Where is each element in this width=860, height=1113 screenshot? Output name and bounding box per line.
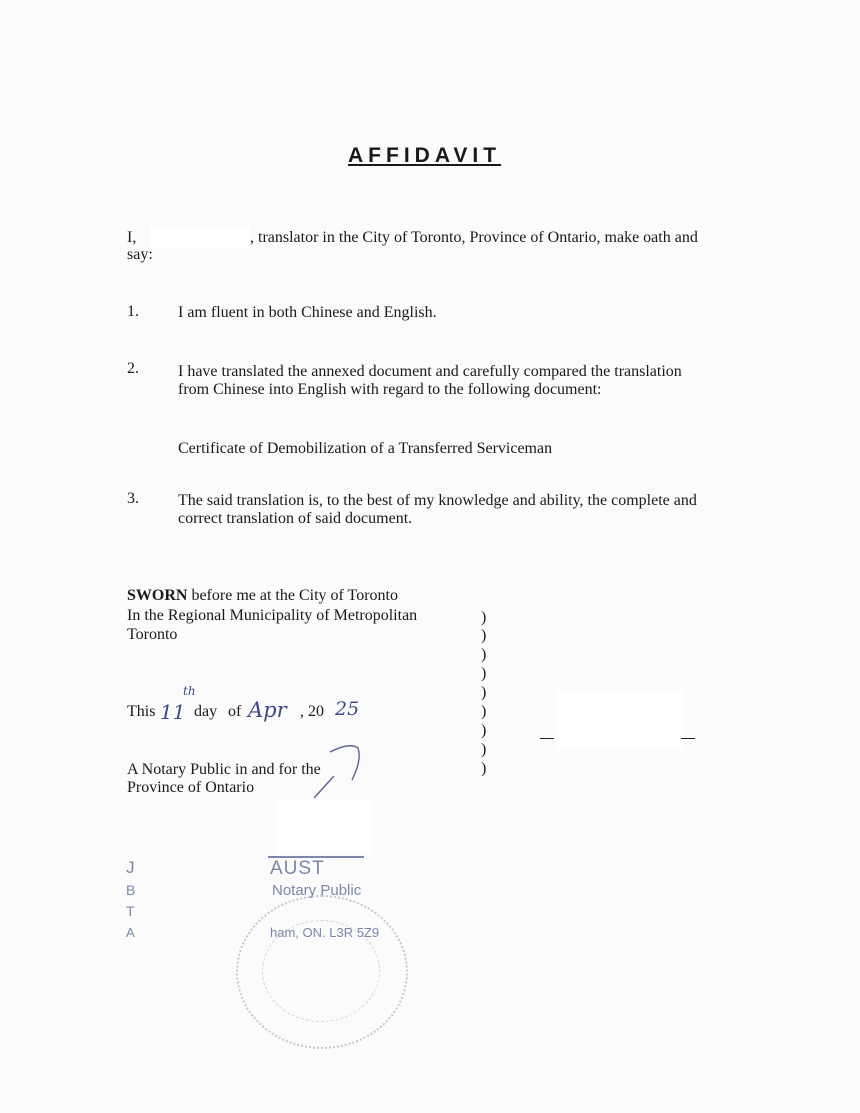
redacted-name	[150, 226, 250, 248]
jurat-line-2: In the Regional Municipality of Metropolitan	[127, 607, 418, 624]
signature-line-left	[540, 738, 554, 739]
item-number: 3.	[127, 490, 139, 507]
sworn-line	[127, 587, 398, 605]
bracket: )	[481, 665, 487, 682]
handwritten-day: 11	[160, 700, 186, 724]
item-text: I am fluent in both Chinese and English.	[178, 304, 437, 321]
document-name: Certificate of Demobilization of a Transferred Serviceman	[178, 440, 553, 457]
jurat-line-3: Toronto	[127, 626, 178, 643]
handwritten-day-suffix: th	[183, 684, 196, 698]
sworn-keyword: SWORN	[127, 587, 188, 604]
bracket: )	[481, 703, 487, 720]
sworn-text: before me at the City of Toronto	[187, 587, 398, 604]
stamp-address-fragment: ham, ON. L3R 5Z9	[270, 925, 380, 940]
bracket: )	[481, 627, 487, 644]
redacted-stamp-area	[276, 800, 372, 854]
stamp-letter: T	[126, 903, 135, 919]
item-text: correct translation of said document.	[178, 510, 413, 527]
year-prefix: , 20	[300, 703, 324, 720]
notary-line-1: A Notary Public in and for the	[127, 761, 321, 778]
item-number: 2.	[127, 360, 139, 377]
item-text: from Chinese into English with regard to the following document:	[178, 381, 602, 398]
bracket: )	[481, 722, 487, 739]
bracket: )	[481, 760, 487, 777]
stamp-title: Notary Public	[272, 882, 362, 899]
stamp-letter: J	[126, 858, 135, 877]
intro-line-1: , translator in the City of Toronto, Province of Ontario, make oath and	[250, 229, 698, 246]
day-label: day	[194, 703, 218, 720]
this-label: This	[127, 703, 156, 720]
handwritten-year: 25	[335, 698, 360, 720]
bracket: )	[481, 684, 487, 701]
intro-line-2: say:	[127, 246, 153, 263]
stamp-name-fragment: AUST	[270, 858, 325, 879]
signature-line-right	[681, 738, 695, 739]
handwritten-month: Apr	[248, 698, 287, 722]
stamp-letter: B	[126, 882, 136, 898]
bracket: )	[481, 741, 487, 758]
item-text: I have translated the annexed document and carefully compared the translation	[178, 363, 682, 380]
intro-pronoun: I,	[127, 229, 137, 246]
of-label: of	[228, 703, 242, 720]
bracket: )	[481, 609, 487, 626]
notary-line-2: Province of Ontario	[127, 779, 255, 796]
bracket: )	[481, 646, 487, 663]
document-title: AFFIDAVIT	[348, 144, 502, 167]
item-text: The said translation is, to the best of my knowledge and ability, the complete and	[178, 492, 697, 509]
deponent-signature-redacted	[555, 690, 685, 750]
stamp-letter: A	[126, 925, 135, 940]
item-number: 1.	[127, 303, 139, 320]
